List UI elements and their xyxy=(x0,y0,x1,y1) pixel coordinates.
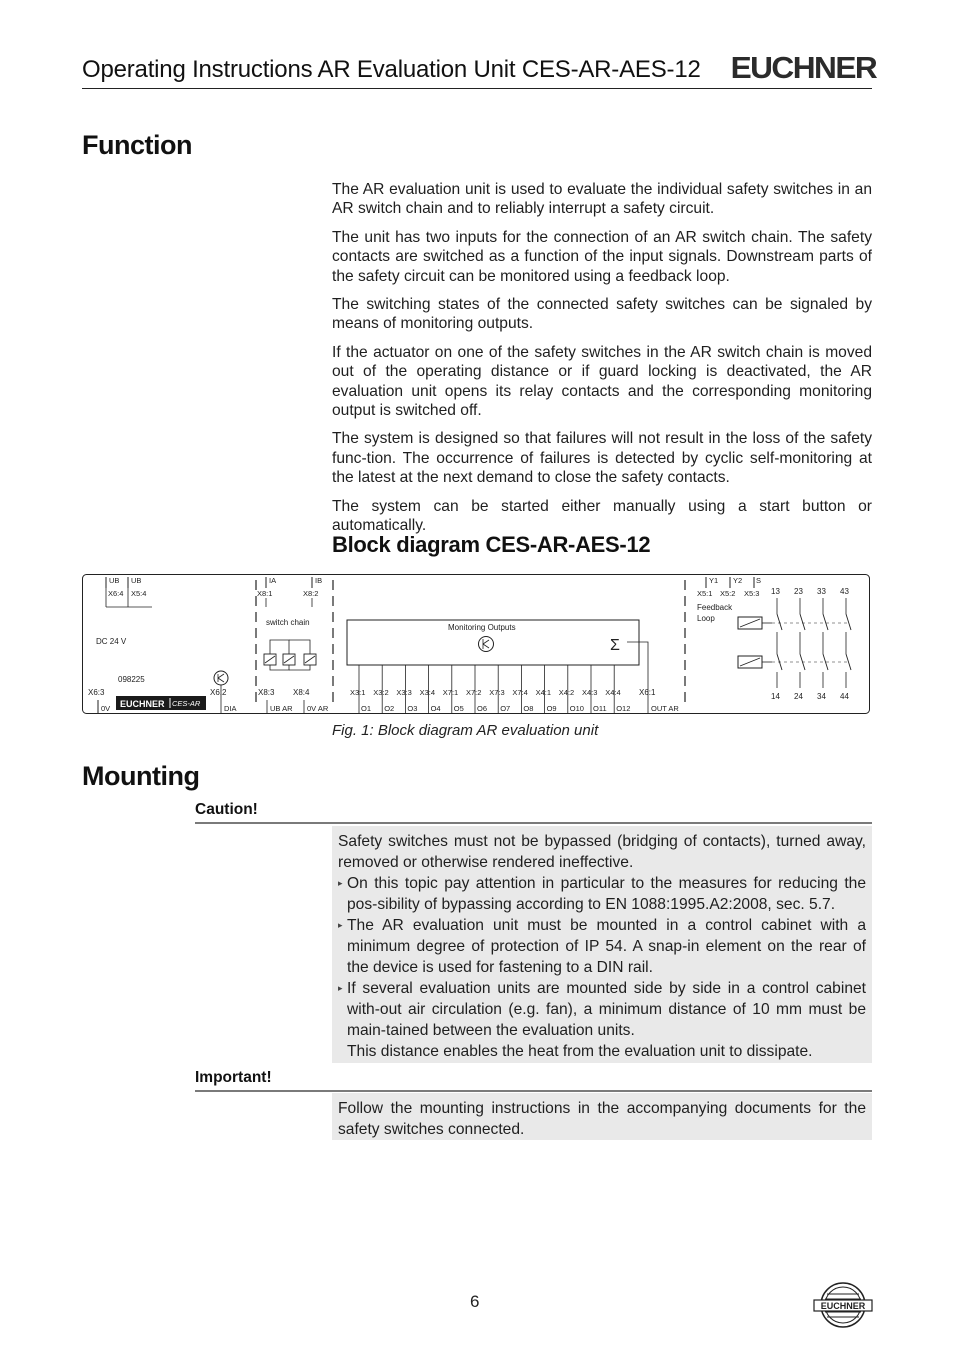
terminal-label: X4:3 xyxy=(582,688,598,697)
contact-label: 44 xyxy=(840,692,849,701)
out-ar-label: OUT AR xyxy=(651,704,679,713)
code-label: 098225 xyxy=(118,675,145,684)
output-label: O8 xyxy=(523,704,534,713)
caution-bullet-text: If several evaluation units are mounted side by side in a control cabinet with-out air circulation (e.g. fan), a minimum distance of 10 mm must be main-tained between the evaluation units. xyxy=(347,980,866,1039)
important-label: Important! xyxy=(195,1069,272,1086)
ov-label: 0V xyxy=(101,704,111,713)
caution-bullet xyxy=(338,978,866,1041)
s-label: S xyxy=(756,576,762,585)
function-paragraph: The system can be started either manually using a start button or automatically. xyxy=(332,497,872,535)
feedback-label: Feedback xyxy=(697,603,733,612)
bullet-arrow-icon: ▸ xyxy=(338,920,343,930)
caution-bullet xyxy=(338,873,866,915)
terminal-label: X8:2 xyxy=(303,589,319,598)
dc24-label: DC 24 V xyxy=(96,637,127,646)
terminal-label: X6:3 xyxy=(88,688,105,697)
output-label: O12 xyxy=(616,704,631,713)
output-label: O4 xyxy=(430,704,441,713)
caution-box xyxy=(332,826,872,1063)
contact-label: 13 xyxy=(771,587,780,596)
monitoring-label: Monitoring Outputs xyxy=(448,623,516,632)
function-paragraph: The AR evaluation unit is used to evaluate the individual safety switches in an AR switch chain and to reliably interrupt a safety circuit. xyxy=(332,181,872,218)
function-paragraph: The system is designed so that failures will not result in the loss of the safety func-tion. The occurrence of failures is detected by cyclic self-monitoring at the latest at the next demand to close the safety contacts. xyxy=(332,430,872,487)
function-paragraph: The unit has two inputs for the connection of an AR switch chain. The safety contacts are switched as a function of the input signals. Downstream parts of the safety circuit can be monitored using a feedback loop. xyxy=(332,228,872,285)
terminal-label: X8:4 xyxy=(293,688,310,697)
euchner-seal-logo xyxy=(812,1280,874,1330)
terminal-label: X5:4 xyxy=(131,589,147,598)
block-diagram xyxy=(82,574,870,714)
sigma-symbol: Σ xyxy=(610,637,620,654)
output-label: O5 xyxy=(453,704,464,713)
ub-label: UB xyxy=(109,576,120,585)
euchner-logo: EUCHNER xyxy=(730,50,877,85)
important-box xyxy=(332,1093,872,1140)
brand-label: EUCHNER xyxy=(120,699,165,709)
ces-ar-label: CES-AR xyxy=(172,699,201,708)
ia-label: IA xyxy=(269,576,277,585)
function-paragraph: The switching states of the connected safety switches can be signaled by means of monitoring outputs. xyxy=(332,296,872,333)
terminal-label: X7:1 xyxy=(442,688,459,697)
header-rule xyxy=(82,88,872,89)
output-label: O9 xyxy=(546,704,557,713)
terminal-label: X8:1 xyxy=(257,589,273,598)
terminal-label: X5:1 xyxy=(697,589,713,598)
caution-bullet xyxy=(338,915,866,978)
terminal-label: X7:2 xyxy=(466,688,482,697)
contact-label: 23 xyxy=(794,587,803,596)
terminal-label: X3:1 xyxy=(350,688,366,697)
terminal-label: X3:3 xyxy=(396,688,412,697)
contact-label: 33 xyxy=(817,587,826,596)
terminal-label: X3:2 xyxy=(373,688,389,697)
terminal-label: X5:2 xyxy=(720,589,736,598)
terminal-label: X7:3 xyxy=(489,688,505,697)
contact-label: 14 xyxy=(771,692,780,701)
ub-ar-label: UB AR xyxy=(270,704,293,713)
output-label: O6 xyxy=(477,704,488,713)
caution-bullet-text: On this topic pay attention in particular to the measures for reducing the pos-sibility of bypassing according to EN 1088:1995.A2:2008, sec. 5.7. xyxy=(347,875,866,913)
contact-label: 43 xyxy=(840,587,849,596)
ub-label: UB xyxy=(131,576,142,585)
output-label: O10 xyxy=(569,704,584,713)
caution-note: This distance enables the heat from the evaluation unit to dissipate. xyxy=(347,1043,813,1060)
important-text: Follow the mounting instructions in the accompanying documents for the safety switches connected. xyxy=(338,1100,866,1138)
caution-rule xyxy=(195,822,872,824)
loop-label: Loop xyxy=(697,614,715,623)
document-title: Operating Instructions AR Evaluation Unit CES-AR-AES-12 xyxy=(82,56,701,83)
caution-bullet-text: The AR evaluation unit must be mounted in a control cabinet with a minimum degree of protection of IP 54. A snap-in element on the rear of the device is used for fastening to a DIN rail. xyxy=(347,917,866,976)
seal-text: EUCHNER xyxy=(820,1301,866,1311)
function-paragraph: If the actuator on one of the safety switches in the AR switch chain is moved out of the operating distance or if guard locking is deactivated, the AR evaluation unit opens its relay contacts and the corresponding monitoring output is switched off. xyxy=(332,343,872,420)
terminal-label: X6:2 xyxy=(210,688,227,697)
caution-label: Caution! xyxy=(195,801,258,818)
output-label: O11 xyxy=(593,704,607,713)
terminal-label: X4:4 xyxy=(605,688,621,697)
terminal-label: X4:2 xyxy=(558,688,575,697)
terminal-label: X6:1 xyxy=(639,688,656,697)
dia-label: DIA xyxy=(224,704,237,713)
terminal-label: X8:3 xyxy=(258,688,275,697)
contact-label: 34 xyxy=(817,692,826,701)
y2-label: Y2 xyxy=(733,576,743,585)
mounting-heading: Mounting xyxy=(82,761,200,791)
function-heading: Function xyxy=(82,130,192,160)
bullet-arrow-icon: ▸ xyxy=(338,983,343,993)
block-diagram-heading: Block diagram CES-AR-AES-12 xyxy=(332,532,651,557)
output-label: O2 xyxy=(384,704,395,713)
bullet-arrow-icon: ▸ xyxy=(338,878,343,888)
y1-label: Y1 xyxy=(709,576,719,585)
page-number: 6 xyxy=(470,1292,480,1311)
output-label: O3 xyxy=(407,704,418,713)
important-rule xyxy=(195,1090,872,1092)
contact-label: 24 xyxy=(794,692,803,701)
switch-chain-label: switch chain xyxy=(266,618,310,627)
output-label: O7 xyxy=(500,704,511,713)
caution-intro: Safety switches must not be bypassed (bridging of contacts), turned away, removed or otherwise rendered ineffective. xyxy=(338,833,866,871)
ov-ar-label: 0V AR xyxy=(307,704,329,713)
terminal-label: X6:4 xyxy=(108,589,124,598)
function-body xyxy=(332,180,872,545)
terminal-label: X7:4 xyxy=(512,688,528,697)
output-label: O1 xyxy=(361,704,372,713)
ib-label: IB xyxy=(315,576,323,585)
terminal-label: X3:4 xyxy=(419,688,436,697)
figure-caption: Fig. 1: Block diagram AR evaluation unit xyxy=(332,722,599,739)
terminal-label: X5:3 xyxy=(744,589,760,598)
terminal-label: X4:1 xyxy=(535,688,552,697)
